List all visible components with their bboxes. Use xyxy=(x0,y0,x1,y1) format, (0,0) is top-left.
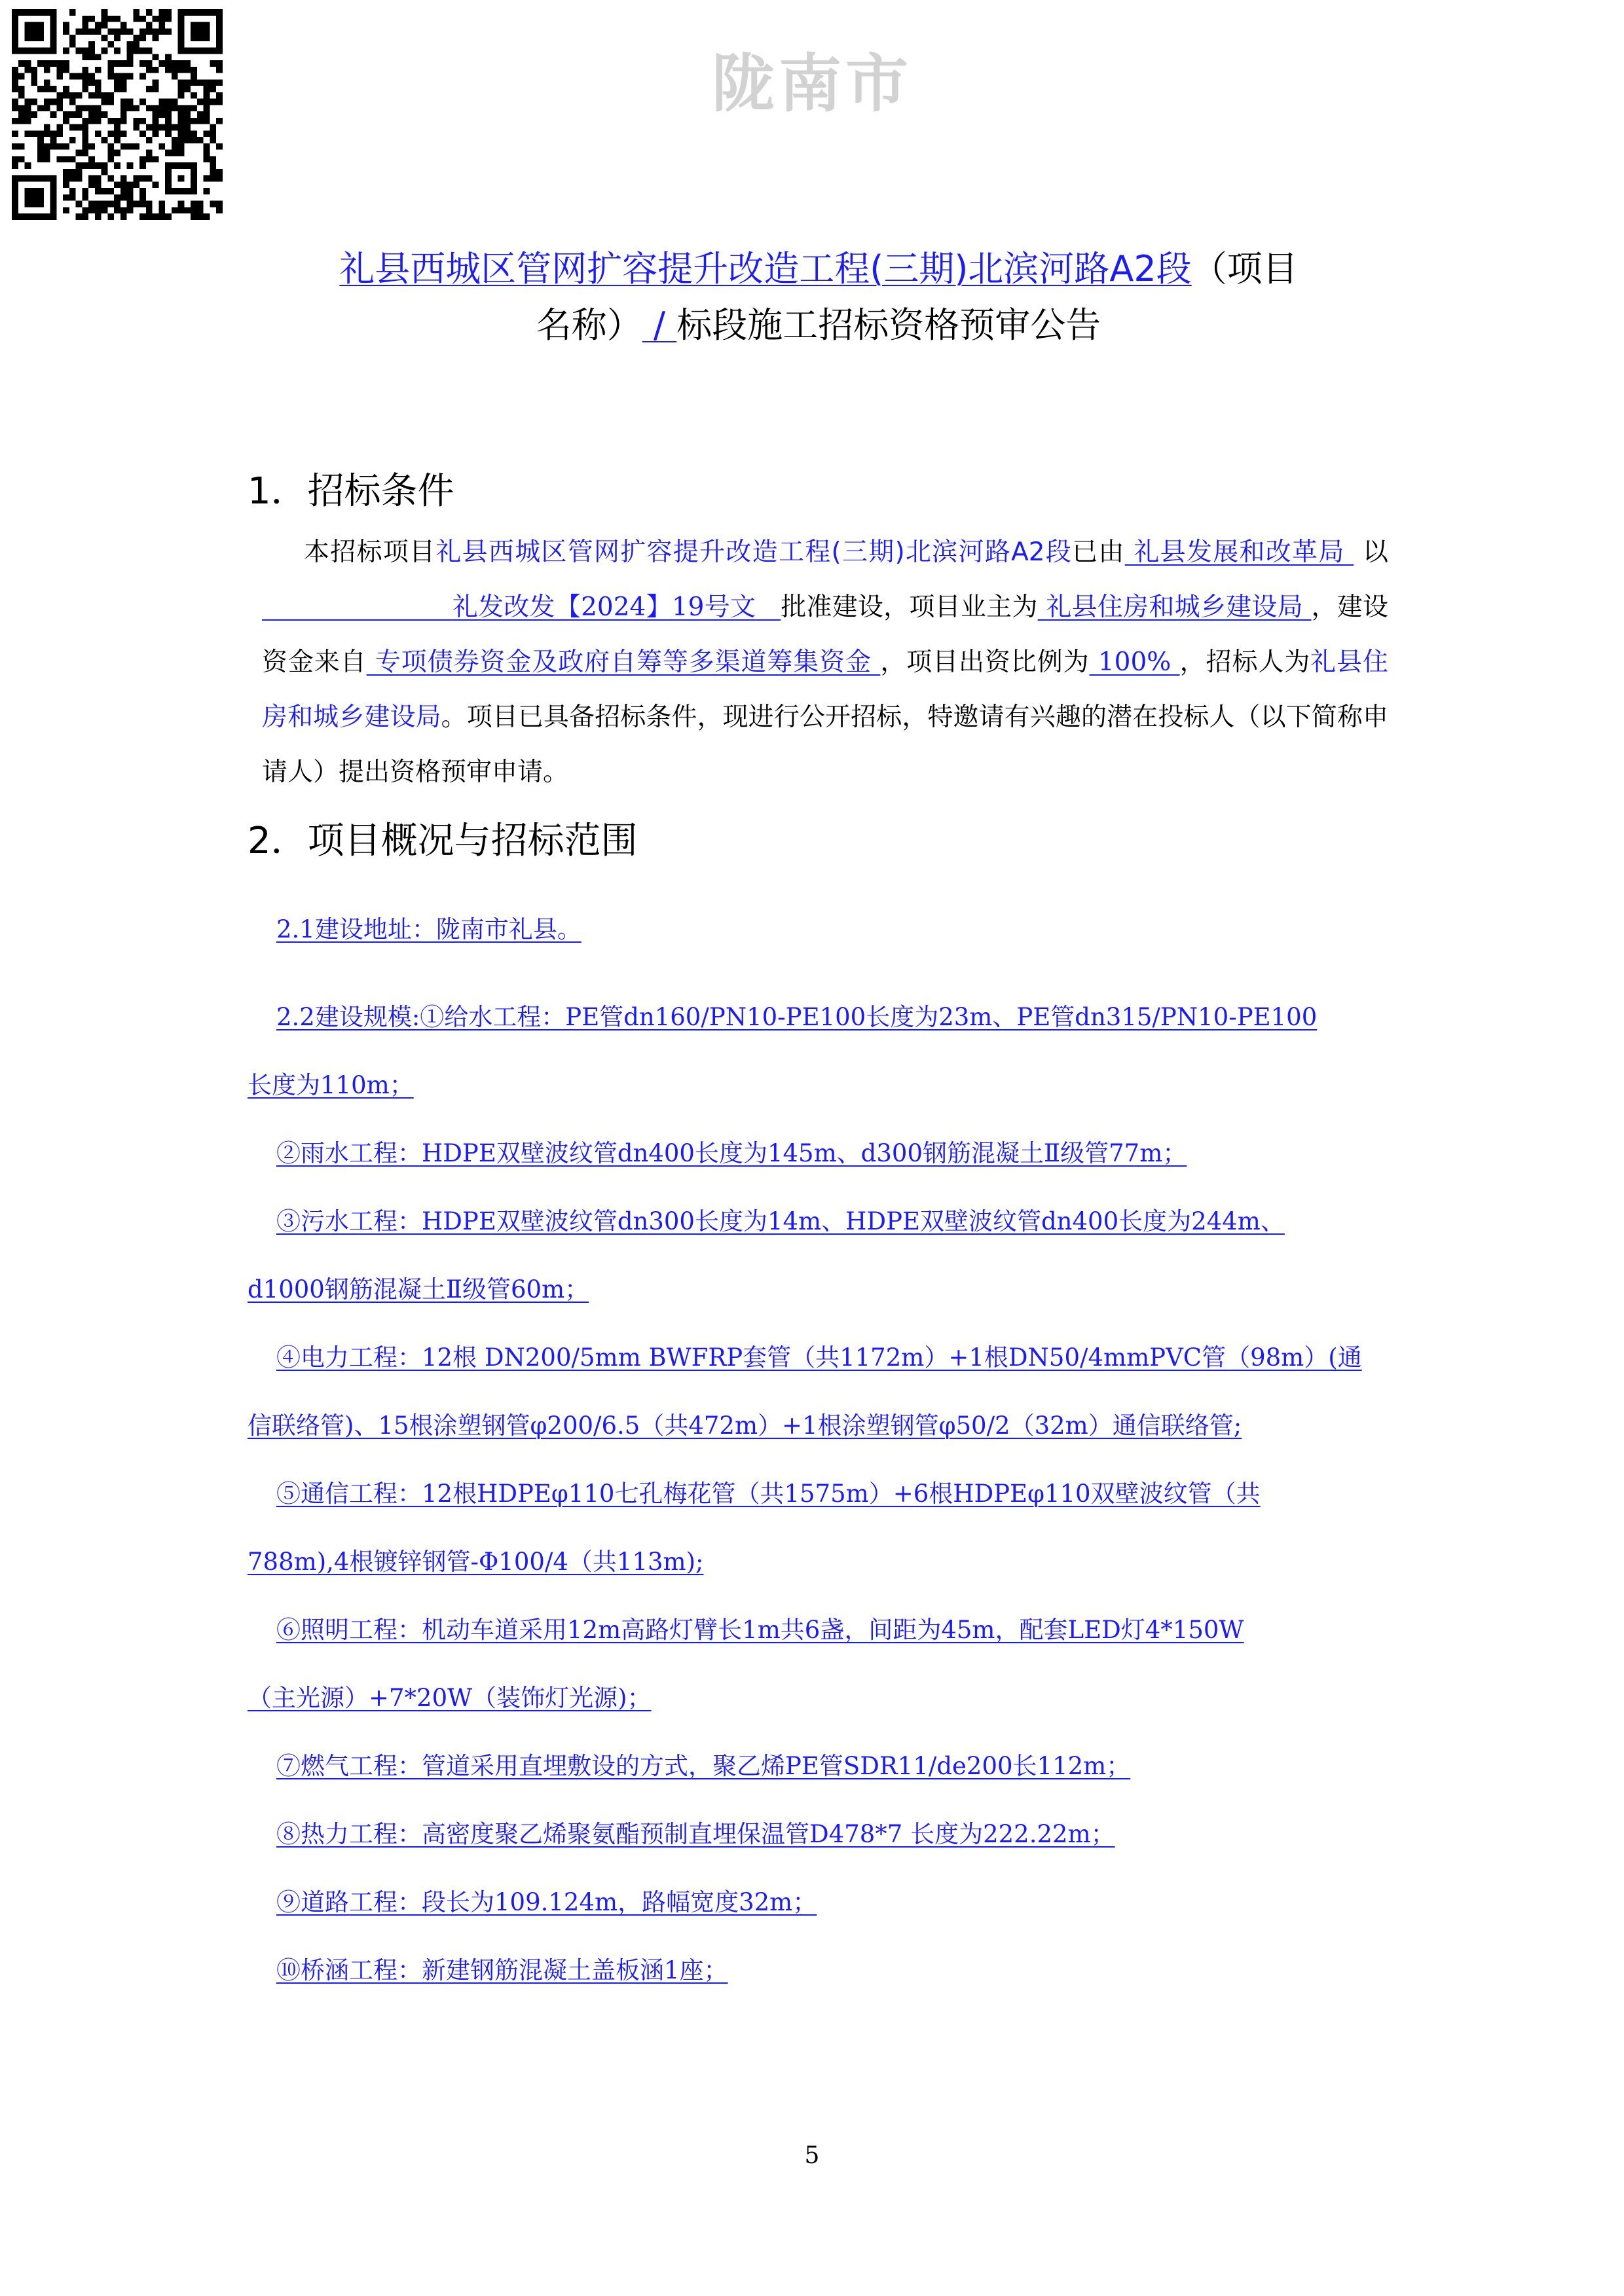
paragraph-text: 批准建设，项目业主为 xyxy=(781,592,1038,622)
rain-item[interactable]: ②雨水工程：HDPE双壁波纹管dn400长度为145m、d300钢筋混凝土Ⅱ级管77m； xyxy=(276,1139,1187,1167)
paragraph-text: 以 xyxy=(1362,538,1388,567)
paragraph-text: ，建设资金来自 xyxy=(262,592,1388,677)
funding-field[interactable]: 专项债券资金及政府自筹等多渠道筹集资金 xyxy=(366,647,881,677)
scale-item[interactable]: 2.2建设规模:①给水工程：PE管dn160/PN10-PE100长度为23m、PE管dn315/PN10-PE100 xyxy=(276,1003,1318,1031)
culvert-item[interactable]: ⑩桥涵工程：新建钢筋混凝土盖板涵1座； xyxy=(276,1956,728,1984)
heat-item[interactable]: ⑧热力工程：高密度聚乙烯聚氨酯预制直埋保温管D478*7 长度为222.22m； xyxy=(276,1820,1115,1848)
section-2-list xyxy=(248,896,1400,2005)
power-item[interactable]: ④电力工程：12根 DN200/5mm BWFRP套管（共1172m）+1根DN50/4mmPVC管（98m）(通 xyxy=(276,1343,1362,1372)
section-heading-2: 2．项目概况与招标范围 xyxy=(248,820,638,862)
paragraph-text: 已由 xyxy=(1072,538,1125,567)
section-heading-1: 1．招标条件 xyxy=(248,470,454,513)
sewage-item-cont[interactable]: d1000钢筋混凝土Ⅱ级管60m； xyxy=(248,1275,589,1303)
scale-item-cont[interactable]: 长度为110m； xyxy=(248,1071,414,1099)
paragraph-text: 。项目已具备招标条件，现进行公开招标，特邀请有兴趣的潜在投标人（以下简称申请人）提出资格预审申请。 xyxy=(262,702,1388,787)
sewage-item[interactable]: ③污水工程：HDPE双壁波纹管dn300长度为14m、HDPE双壁波纹管dn400长度为244m、 xyxy=(276,1207,1285,1235)
tenderer-field[interactable]: 礼县住房和城乡建设局 xyxy=(262,647,1388,732)
paragraph-text: ，项目出资比例为 xyxy=(880,647,1090,677)
title-text: 标段施工招标资格预审公告 xyxy=(676,304,1101,346)
light-item[interactable]: ⑥照明工程：机动车道采用12m高路灯臂长1m共6盏，间距为45m，配套LED灯4*150W xyxy=(276,1616,1244,1644)
comm-item[interactable]: ⑤通信工程：12根HDPEφ110七孔梅花管（共1575m）+6根HDPEφ110双壁波纹管（共 xyxy=(276,1480,1261,1508)
project-name-link[interactable]: 礼县西城区管网扩容提升改造工程(三期)北滨河路A2段 xyxy=(435,538,1073,567)
title-section-blank[interactable]: / xyxy=(642,304,677,346)
title-text: 名称） xyxy=(536,304,642,346)
page-number: 5 xyxy=(804,2142,820,2169)
paragraph-text: 本招标项目 xyxy=(304,538,436,567)
watermark: 陇南市 xyxy=(712,47,912,120)
power-item-cont[interactable]: 信联络管)、15根涂塑钢管φ200/6.5（共472m）+1根涂塑钢管φ50/2（32m）通信联络管; xyxy=(248,1412,1242,1440)
comm-item-cont[interactable]: 788m),4根镀锌钢管-Φ100/4（共113m); xyxy=(248,1548,704,1576)
gas-item[interactable]: ⑦燃气工程：管道采用直埋敷设的方式，聚乙烯PE管SDR11/de200长112m； xyxy=(276,1752,1131,1780)
light-item-cont[interactable]: （主光源）+7*20W（装饰灯光源)； xyxy=(248,1684,652,1712)
approval-doc-field[interactable]: 礼发改发【2024】19号文 xyxy=(452,592,756,622)
title-text: （项目 xyxy=(1191,248,1298,289)
section-1-paragraph xyxy=(262,525,1388,800)
title-project-name[interactable]: 礼县西城区管网扩容提升改造工程(三期)北滨河路A2段 xyxy=(339,248,1192,289)
page-title xyxy=(249,241,1388,354)
paragraph-text: ，招标人为 xyxy=(1179,647,1311,677)
owner-field[interactable]: 礼县住房和城乡建设局 xyxy=(1037,592,1312,622)
road-item[interactable]: ⑨道路工程：段长为109.124m，路幅宽度32m； xyxy=(276,1888,817,1916)
approver-field[interactable]: 礼县发展和改革局 xyxy=(1124,538,1354,567)
ratio-field[interactable]: 100% xyxy=(1089,647,1180,677)
location-item[interactable]: 2.1建设地址：陇南市礼县。 xyxy=(276,915,581,943)
